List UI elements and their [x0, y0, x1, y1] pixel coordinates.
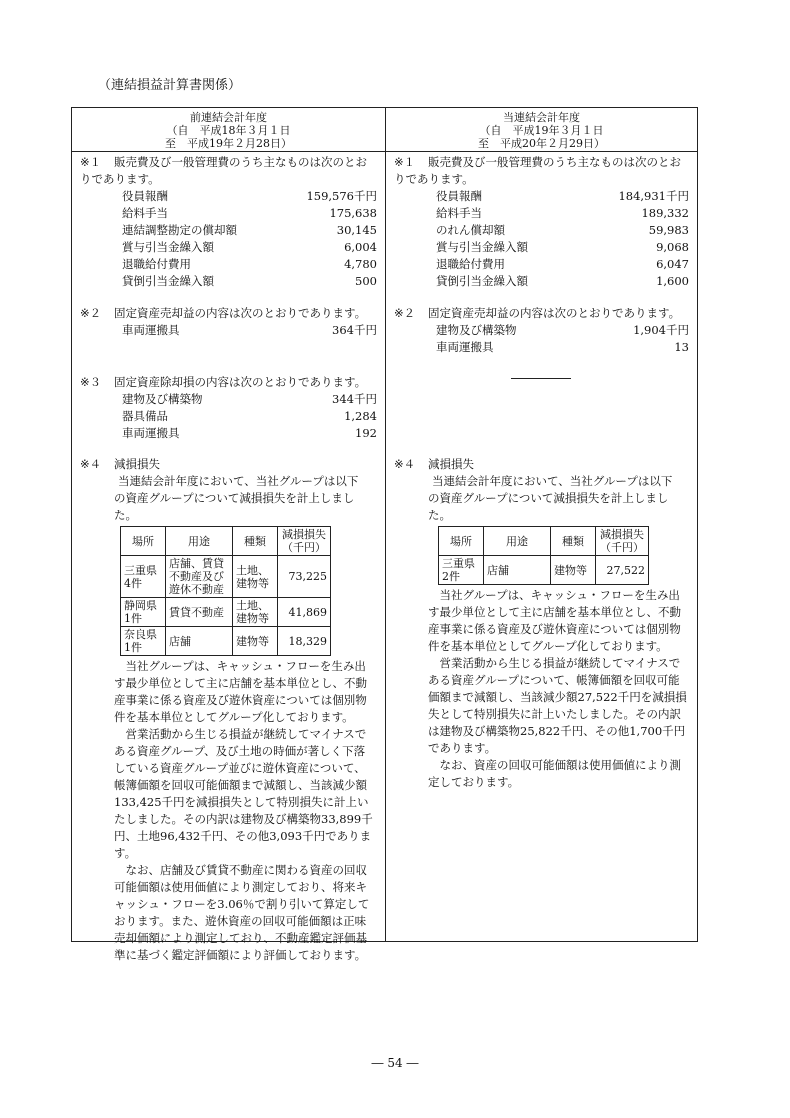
note-title: 減損損失	[428, 457, 474, 471]
use-cell: 店舗	[166, 627, 233, 656]
prior-year-header	[72, 108, 385, 152]
page-number: ― 54 ―	[371, 1056, 419, 1070]
prior-year-column	[72, 108, 386, 962]
note-text: 固定資産売却益の内容は次のとおりであります。	[114, 306, 367, 320]
col-header: 減損損失 （千円）	[596, 527, 649, 556]
note-text: 固定資産除却損の内容は次のとおりであります。	[114, 375, 367, 389]
intro-line: た。	[428, 508, 451, 522]
body-text: 当社グループは、キャッシュ・フローを生み出 す最少単位として主に店舗を基本単位とし、不動 産事業に係る資産及び遊休資産については個別物 件を基本単位としてグループ化しております。 営業活動から生じる損益が継続してマイナスで ある資産グループ、及び土地の時価が著しく下落 している資産グループ並びに遊休資産について、 帳簿価額を回収可能価額まで減額し、当該減少額 133,425千円を減損損失として特別損失に計上い たしました。その内訳は建物及び構築物33,899千 円、土地96,432千円、その他3,093千円でありま す。 なお、店舗及び賃貸不動産に関わる資産の回収 可能価額は使用価値により測定しており、将来キ ャッシュ・フローを3.06％で割り引いて算定して おります。また、遊休資産の回収可能価額は正味 売却価額により測定しており、不動産鑑定評価基 準に基づく鑑定評価額により評価しております。	[114, 659, 373, 962]
col-header: 場所	[439, 527, 484, 556]
current-year-header	[386, 108, 697, 152]
place-cell: 三重県 4件	[121, 556, 166, 598]
empty-note-dash	[511, 378, 571, 379]
note-1	[394, 154, 689, 290]
note-mark: ※２	[80, 306, 102, 320]
note-text-cont: りであります。	[394, 172, 474, 186]
list-item: 退職給付費用 4,780	[122, 257, 377, 271]
kind-cell: 土地、 建物等	[233, 598, 278, 627]
note-2	[394, 305, 689, 356]
note-title: 減損損失	[114, 457, 160, 471]
kind-cell: 建物等	[233, 627, 278, 656]
list-item: 器具備品 1,284	[122, 409, 377, 423]
note-2	[80, 305, 377, 339]
note-4	[394, 456, 689, 791]
list-item: 役員報酬 159,576千円	[122, 189, 377, 203]
list-item: 車両運搬具 13	[436, 340, 689, 354]
table-header-row	[121, 527, 331, 556]
notes-table	[71, 107, 698, 962]
col-header: 用途	[166, 527, 233, 556]
col-header: 用途	[484, 527, 551, 556]
current-year-column	[386, 108, 697, 941]
note-text: 固定資産売却益の内容は次のとおりであります。	[428, 306, 681, 320]
list-item: 給料手当 189,332	[436, 206, 689, 220]
list-item: 貸倒引当金繰入額 500	[122, 274, 377, 288]
list-item: 建物及び構築物 1,904千円	[436, 323, 689, 337]
body-text: 当社グループは、キャッシュ・フローを生み出 す最少単位として主に店舗を基本単位とし、不動 産事業に係る資産及び遊休資産については個別物 件を基本単位としてグループ化しております。 営業活動から生じる損益が継続してマイナスで ある資産グループについて、帳簿価額を回収可能 価額まで減額し、当該減少額27,522千円を減損損 失として特別損失に計上いたしました。その内訳 は建物及び構築物25,822千円、その他1,700千円 であります。 なお、資産の回収可能価額は使用価値により測 定しております。	[428, 588, 687, 789]
list-item: 車両運搬具 364千円	[122, 323, 377, 337]
col-header: 場所	[121, 527, 166, 556]
header-from: （自 平成18年３月１日	[166, 124, 291, 137]
page-heading: （連結損益計算書関係）	[98, 78, 242, 93]
loss-cell: 41,869	[278, 598, 331, 627]
table-header-row	[439, 527, 649, 556]
note-mark: ※２	[394, 306, 416, 320]
header-to: 至 平成20年２月29日）	[478, 137, 605, 150]
loss-cell: 73,225	[278, 556, 331, 598]
list-item: 役員報酬 184,931千円	[436, 189, 689, 203]
note-text: 販売費及び一般管理費のうち主なものは次のとお	[114, 155, 367, 169]
list-item: 貸倒引当金繰入額 1,600	[436, 274, 689, 288]
kind-cell: 建物等	[551, 556, 596, 585]
list-item: 退職給付費用 6,047	[436, 257, 689, 271]
note-mark: ※３	[80, 375, 102, 389]
impairment-table	[438, 526, 649, 585]
intro-line: の資産グループについて減損損失を計上しまし	[428, 491, 669, 505]
note-mark: ※４	[80, 457, 102, 471]
table-row	[121, 627, 331, 656]
col-header: 種類	[551, 527, 596, 556]
note-text: 販売費及び一般管理費のうち主なものは次のとお	[428, 155, 681, 169]
intro-line: た。	[114, 508, 137, 522]
note-mark: ※４	[394, 457, 416, 471]
table-row	[121, 598, 331, 627]
loss-cell: 27,522	[596, 556, 649, 585]
note-1	[80, 154, 377, 290]
use-cell: 店舗、賃貸 不動産及び 遊休不動産	[166, 556, 233, 598]
col-header: 種類	[233, 527, 278, 556]
place-cell: 三重県 2件	[439, 556, 484, 585]
intro-line: 当連結会計年度において、当社グループは以下	[118, 474, 359, 488]
use-cell: 店舗	[484, 556, 551, 585]
header-title: 前連結会計年度	[190, 111, 267, 124]
list-item: 建物及び構築物 344千円	[122, 392, 377, 406]
list-item: のれん償却額 59,983	[436, 223, 689, 237]
place-cell: 奈良県 1件	[121, 627, 166, 656]
list-item: 車両運搬具 192	[122, 426, 377, 440]
table-row	[121, 556, 331, 598]
place-cell: 静岡県 1件	[121, 598, 166, 627]
loss-cell: 18,329	[278, 627, 331, 656]
table-row	[439, 556, 649, 585]
list-item: 給料手当 175,638	[122, 206, 377, 220]
intro-line: 当連結会計年度において、当社グループは以下	[432, 474, 673, 488]
kind-cell: 土地、 建物等	[233, 556, 278, 598]
note-4	[80, 456, 377, 964]
note-text-cont: りであります。	[80, 172, 160, 186]
list-item: 賞与引当金繰入額 6,004	[122, 240, 377, 254]
intro-line: の資産グループについて減損損失を計上しまし	[114, 491, 355, 505]
use-cell: 賃貸不動産	[166, 598, 233, 627]
note-3	[80, 374, 377, 442]
col-header: 減損損失 （千円）	[278, 527, 331, 556]
note-mark: ※１	[80, 155, 102, 169]
list-item: 賞与引当金繰入額 9,068	[436, 240, 689, 254]
note-mark: ※１	[394, 155, 416, 169]
header-title: 当連結会計年度	[503, 111, 580, 124]
list-item: 連結調整勘定の償却額 30,145	[122, 223, 377, 237]
impairment-table	[120, 526, 331, 656]
header-to: 至 平成19年２月28日）	[165, 137, 292, 150]
header-from: （自 平成19年３月１日	[479, 124, 604, 137]
